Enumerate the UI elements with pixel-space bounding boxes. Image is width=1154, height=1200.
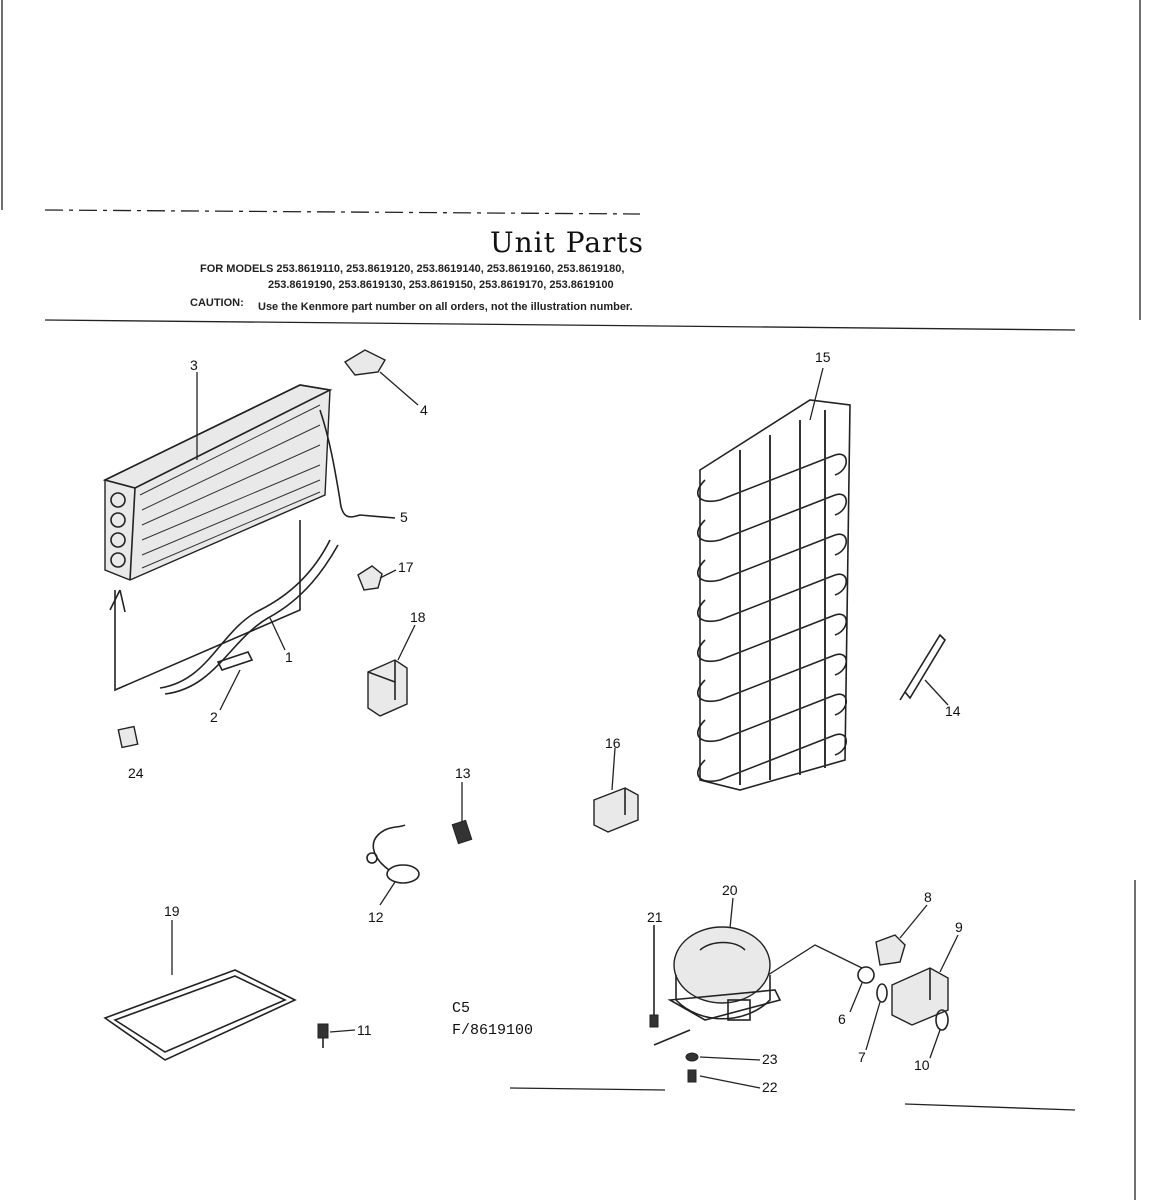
callout-9: 9 [955,919,963,935]
relay-part-18 [368,660,407,716]
bottom-rule-right [905,1104,1075,1110]
leader-12 [380,882,395,905]
part-22 [688,1070,696,1082]
callout-24: 24 [128,765,144,781]
evaporator-part-3 [105,385,330,580]
callout-20: 20 [722,882,738,898]
part-6 [858,967,874,983]
leader-1 [270,618,285,650]
leader-20 [730,898,733,928]
callout-2: 2 [210,709,218,725]
part-24 [118,727,137,748]
callout-17: 17 [398,559,414,575]
leader-23 [700,1057,760,1060]
tray-part-19 [105,970,295,1060]
caution-prefix: CAUTION: [190,297,244,309]
leader-15 [810,368,823,420]
compressor-part-20 [670,927,780,1020]
callout-10: 10 [914,1057,930,1073]
leader-7 [866,1002,880,1050]
callout-5: 5 [400,509,408,525]
overload-part-8 [876,935,905,965]
clip-part-4 [345,350,385,375]
callout-11: 11 [357,1022,372,1038]
leader-4 [380,372,418,405]
callout-16: 16 [605,735,621,751]
header-bottom-rule [45,320,1075,330]
cord-part-12 [367,825,419,883]
part-11 [318,1024,328,1048]
leader-16 [612,748,615,790]
callout-23: 23 [762,1051,778,1067]
leader-18 [398,625,415,660]
figure-code-line-2: F/8619100 [452,1022,534,1039]
callout-22: 22 [762,1079,778,1095]
caution-text: Use the Kenmore part number on all orders, not the illustration number. [258,301,633,313]
condenser-part-15 [698,400,850,790]
bottom-rule-left [510,1088,665,1090]
leader-9 [940,935,958,972]
callout-15: 15 [815,349,831,365]
compressor-wire [768,945,862,975]
models-line-1: FOR MODELS 253.8619110, 253.8619120, 253.8619140, 253.8619160, 253.8619180, [200,263,625,275]
bracket-part-16 [594,788,638,832]
figure-code-line-1: C5 [452,1000,471,1017]
callout-18: 18 [410,609,426,625]
relay-cover-part-9 [892,968,948,1025]
callout-4: 4 [420,402,428,418]
wire-part-5 [320,410,395,518]
callout-8: 8 [924,889,932,905]
part-13 [452,820,471,843]
callout-21: 21 [647,909,663,925]
leader-22 [700,1076,760,1088]
drier-part-14 [900,635,945,700]
callout-19: 19 [164,903,180,919]
page-title: Unit Parts [490,226,645,259]
leader-14 [925,680,948,705]
callout-12: 12 [368,909,384,925]
part-23 [686,1053,698,1061]
leader-2 [220,670,240,710]
callout-1: 1 [285,649,293,665]
models-line-2: 253.8619190, 253.8619130, 253.8619150, 253.8619170, 253.8619100 [268,279,614,291]
callout-3: 3 [190,357,198,373]
part-2 [218,652,252,670]
header-top-rule [45,210,640,214]
part-7 [877,984,887,1002]
leader-6 [850,983,862,1012]
callout-7: 7 [858,1049,866,1065]
callout-14: 14 [945,703,961,719]
leader-8 [900,905,927,938]
part-17 [358,566,382,590]
leader-10 [930,1030,940,1058]
callout-13: 13 [455,765,471,781]
callout-6: 6 [838,1011,846,1027]
leader-11 [330,1030,355,1032]
